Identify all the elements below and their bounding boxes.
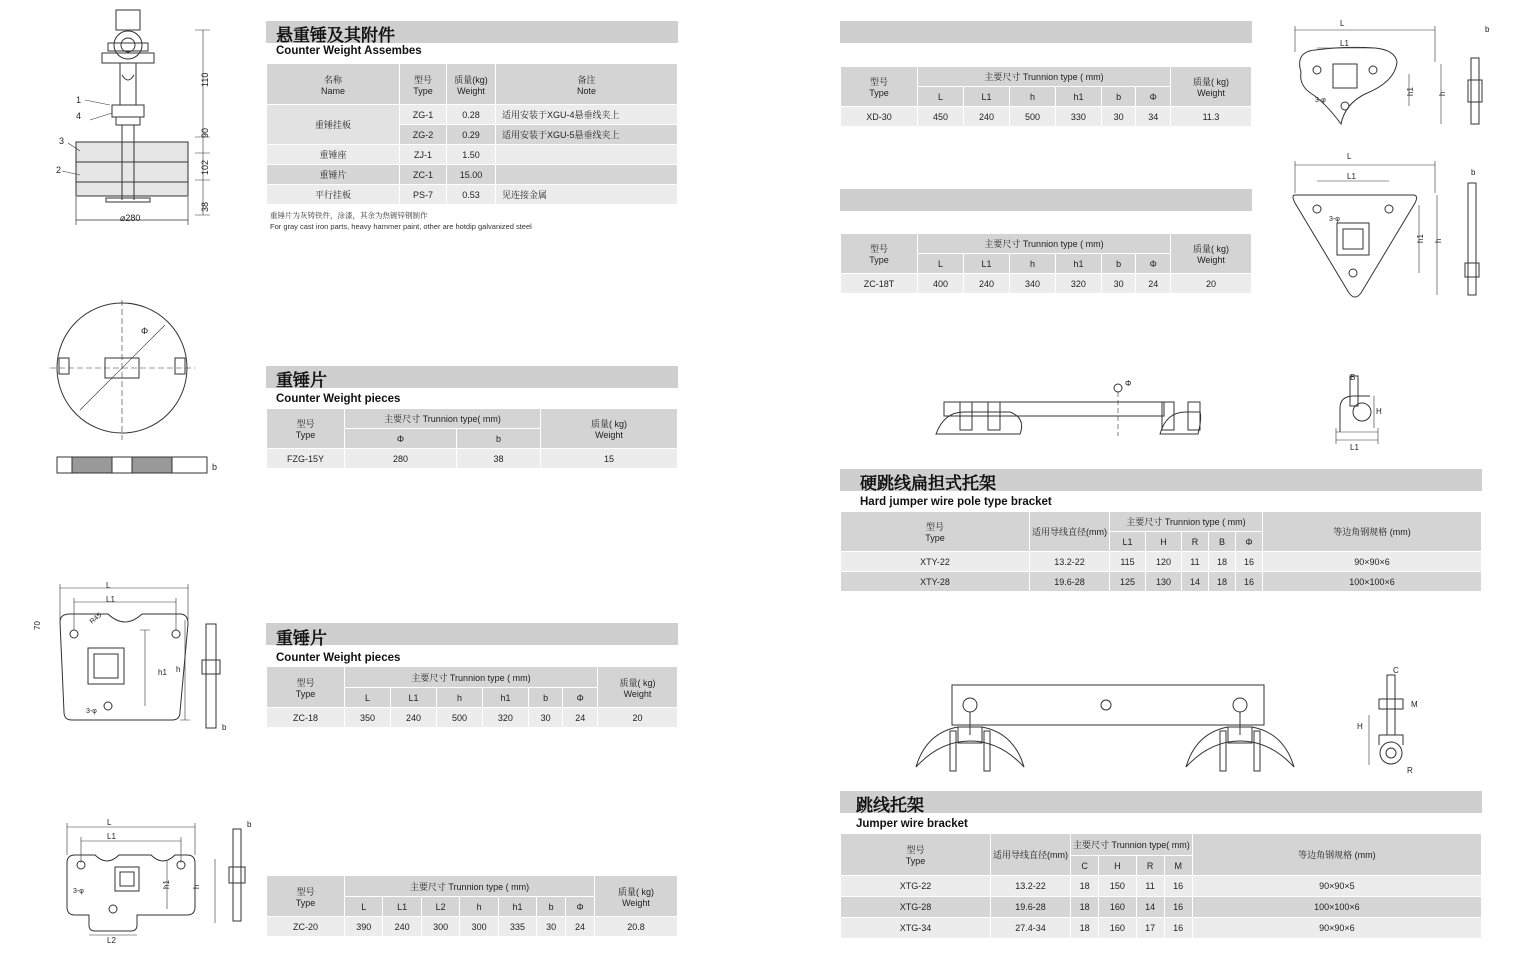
round-weight-piece-drawing	[50, 300, 230, 480]
table-cell-value: 16	[1235, 572, 1262, 592]
hdr-dims: 主要尺寸 Trunnion type ( mm)	[345, 876, 595, 897]
hdr-weight-en: Weight	[457, 85, 485, 96]
table-cell-note	[496, 145, 678, 165]
hdr-col: B	[1208, 532, 1235, 552]
dim-h: h	[192, 884, 201, 889]
jumper-bracket-table	[840, 833, 1482, 939]
table-cell-value: 240	[383, 917, 421, 937]
section-title-cn: 重锤片	[276, 629, 327, 649]
dim-B: B	[1350, 373, 1356, 382]
section-title-cn: 跳线托架	[856, 796, 924, 816]
table-cell-weight: 20.8	[595, 917, 678, 937]
hdr-col: L	[345, 688, 391, 708]
dim-H: H	[1376, 407, 1382, 416]
hdr-col: Φ	[345, 429, 457, 449]
table-cell-value: 330	[1055, 107, 1101, 127]
table-cell-value: 16	[1164, 876, 1192, 897]
table-cell-note: 见连接金属	[496, 185, 678, 205]
hdr-col: h	[1009, 254, 1055, 274]
hdr-type-cn: 型号	[296, 677, 315, 688]
table-cell-note: 适用安装于XGU-4悬垂线夹上	[496, 105, 678, 125]
dim-h: h	[176, 665, 181, 674]
dim-b: b	[247, 820, 252, 829]
hdr-col: L1	[1110, 532, 1146, 552]
dim-L1: L1	[1340, 39, 1349, 48]
counterweight-assembly-drawing	[40, 5, 240, 230]
table-cell-value: 340	[1009, 274, 1055, 294]
table-cell-value: 160	[1099, 897, 1136, 918]
table-cell-angle: 100×100×6	[1192, 897, 1481, 918]
hdr-col: Φ	[1235, 532, 1262, 552]
hdr-col: L2	[421, 897, 459, 917]
table-cell-value: 18	[1208, 552, 1235, 572]
table-cell-type: ZC-20	[267, 917, 345, 937]
table-cell-value: 24	[1136, 274, 1171, 294]
table-cell-value: 24	[566, 917, 595, 937]
table-cell-type: XTY-28	[841, 572, 1030, 592]
hdr-diameter: 适用导线直径(mm)	[1030, 512, 1110, 552]
section-header-bar	[840, 189, 1252, 211]
hdr-col: L1	[383, 897, 421, 917]
hard-jumper-table	[840, 511, 1482, 592]
hdr-col: R	[1181, 532, 1208, 552]
hdr-col: L1	[390, 688, 436, 708]
hdr-weight-en: Weight	[1197, 255, 1225, 265]
table-cell-value: 17	[1136, 918, 1164, 939]
hdr-type-en: Type	[869, 255, 889, 265]
table-cell-value: 500	[1009, 107, 1055, 127]
hdr-col: Φ	[1136, 254, 1171, 274]
hdr-note-en: Note	[576, 85, 596, 96]
section-title-cn: 悬重锤及其附件	[276, 26, 395, 46]
dim-L: L	[106, 581, 111, 590]
hdr-col: L1	[963, 254, 1009, 274]
table-cell-value: 300	[460, 917, 498, 937]
table-cell-value: 390	[345, 917, 383, 937]
dim-h1: h1	[162, 880, 171, 889]
callout-3: 3	[59, 136, 65, 146]
hdr-weight-cn: 质量( kg)	[1192, 77, 1229, 87]
hdr-col: h1	[498, 897, 536, 917]
table-cell-value: 30	[1101, 274, 1135, 294]
hdr-weight-cn: 质量( kg)	[1192, 244, 1229, 254]
table-cell-diameter: 13.2-22	[991, 876, 1071, 897]
xd30-table	[840, 66, 1252, 127]
table-cell-type: XTG-34	[841, 918, 991, 939]
dim-M: M	[1411, 700, 1418, 709]
weight-piece-fzg-table	[266, 408, 678, 469]
hdr-type-en: Type	[869, 88, 889, 98]
table-cell-value: 11	[1136, 876, 1164, 897]
table-cell-weight: 1.50	[447, 145, 496, 165]
dim-R: R	[1407, 766, 1413, 775]
table-cell-value: 18	[1208, 572, 1235, 592]
hdr-type-cn: 型号	[869, 244, 888, 254]
hdr-weight-cn: 质量( kg)	[617, 886, 654, 897]
zc20-table	[266, 875, 678, 937]
dim-L2: L2	[107, 936, 116, 945]
hdr-type-en: Type	[413, 85, 433, 96]
zc20-plate-drawing	[55, 815, 265, 945]
hdr-dims: 主要尺寸 Trunnion type ( mm)	[1110, 512, 1263, 532]
table-cell-weight: 11.3	[1171, 107, 1252, 127]
table-cell-name: 平行挂板	[267, 185, 400, 205]
table-cell-value: 240	[963, 107, 1009, 127]
hdr-type-en: Type	[295, 897, 316, 908]
hdr-col: Φ	[566, 897, 595, 917]
hdr-type-cn: 型号	[906, 845, 925, 855]
hdr-col: L	[345, 897, 383, 917]
table-cell-value: 16	[1164, 918, 1192, 939]
hdr-type-en: Type	[925, 533, 945, 543]
table-cell-value: 240	[963, 274, 1009, 294]
hdr-weight-en: Weight	[1197, 88, 1225, 98]
dim-diameter: ⌀280	[120, 213, 141, 223]
hdr-col: L	[918, 87, 964, 107]
table-cell-weight: 0.29	[447, 125, 496, 145]
hdr-angle: 等边角钢规格 (mm)	[1263, 512, 1482, 552]
hdr-name-en: Name	[320, 85, 345, 96]
hdr-col: R	[1136, 856, 1164, 876]
hdr-col: H	[1145, 532, 1181, 552]
counterweight-assembly-table	[266, 63, 678, 205]
dim-holes: 3-φ	[1329, 216, 1340, 223]
table-cell-value: 400	[918, 274, 964, 294]
hdr-col: Φ	[563, 688, 598, 708]
hdr-angle: 等边角钢规格 (mm)	[1192, 834, 1481, 876]
section-header-bar	[266, 366, 678, 388]
hdr-weight-en: Weight	[622, 897, 650, 908]
hdr-weight-cn: 质量(kg)	[454, 74, 488, 85]
table-cell-angle: 90×90×6	[1263, 552, 1482, 572]
table-cell-value: 120	[1145, 552, 1181, 572]
dim-h1: h1	[1416, 234, 1425, 243]
section-title-en: Counter Weight Assembes	[276, 45, 422, 57]
zc18t-table	[840, 233, 1252, 294]
section-header-bar	[840, 791, 1482, 813]
section-header-bar	[840, 21, 1252, 43]
table-cell-type: ZC-18T	[841, 274, 918, 294]
table-cell-value: 280	[345, 449, 457, 469]
hdr-col: L	[918, 254, 964, 274]
table-cell-weight: 15	[541, 449, 678, 469]
hdr-col: M	[1164, 856, 1192, 876]
table-cell-value: 30	[537, 917, 566, 937]
table-cell-value: 320	[1055, 274, 1101, 294]
table-cell-value: 30	[528, 708, 562, 728]
dim-b: b	[1485, 25, 1490, 34]
hdr-name-cn: 名称	[323, 74, 342, 85]
table-cell-value: 18	[1071, 918, 1099, 939]
hdr-col: b	[1101, 87, 1135, 107]
dim-h: h	[1438, 91, 1447, 96]
jumper-bracket-side-drawing	[1355, 665, 1435, 780]
dim-L1: L1	[1347, 172, 1356, 181]
weight-piece-zc18-table	[266, 666, 678, 728]
hard-jumper-bracket-side-drawing	[1330, 370, 1400, 455]
table-cell-type: XTG-28	[841, 897, 991, 918]
hdr-type-en: Type	[295, 688, 316, 699]
table-cell-weight: 0.28	[447, 105, 496, 125]
table-cell-value: 18	[1071, 876, 1099, 897]
table-cell-value: 14	[1181, 572, 1208, 592]
callout-4: 4	[76, 111, 82, 121]
zc18t-plate-drawing	[1285, 145, 1505, 305]
dim-b: b	[222, 723, 227, 732]
table-cell-weight: 15.00	[447, 165, 496, 185]
table-cell-diameter: 27.4-34	[991, 918, 1071, 939]
hdr-col: b	[1101, 254, 1135, 274]
hdr-dims: 主要尺寸 Trunnion type ( mm)	[918, 234, 1171, 254]
table-cell-value: 450	[918, 107, 964, 127]
dim-phi: Φ	[1125, 379, 1132, 388]
dim-phi: Φ	[141, 326, 149, 336]
dim-holes: 3-φ	[86, 708, 97, 715]
hard-jumper-bracket-drawing	[930, 372, 1230, 452]
table-cell-value: 115	[1110, 552, 1146, 572]
table-cell-value: 30	[1101, 107, 1135, 127]
table-cell-type: XTY-22	[841, 552, 1030, 572]
table-cell-type: ZC-1	[400, 165, 447, 185]
zc18-plate-drawing	[30, 580, 240, 740]
hdr-col: b	[537, 897, 566, 917]
hdr-note-cn: 备注	[577, 74, 596, 85]
table-cell-value: 130	[1145, 572, 1181, 592]
table-cell-value: 18	[1071, 897, 1099, 918]
hdr-weight-cn: 质量( kg)	[619, 677, 656, 688]
xd30-plate-drawing	[1285, 12, 1505, 132]
table-cell-diameter: 13.2-22	[1030, 552, 1110, 572]
dim-h1: h1	[1406, 87, 1415, 96]
table-cell-value: 160	[1099, 918, 1136, 939]
table-cell-type: ZJ-1	[400, 145, 447, 165]
hdr-dims: 主要尺寸 Trunnion type ( mm)	[345, 667, 598, 688]
hdr-type-en: Type	[905, 856, 926, 866]
table-cell-name: 重锤片	[267, 165, 400, 185]
table-cell-note: 适用安装于XGU-5悬垂线夹上	[496, 125, 678, 145]
dim-70: 70	[33, 621, 42, 630]
dim-b: b	[212, 462, 218, 472]
hdr-type-en: Type	[295, 430, 316, 440]
hdr-type-cn: 型号	[925, 522, 944, 532]
section-title-en: Counter Weight pieces	[276, 652, 401, 664]
jumper-bracket-drawing	[910, 675, 1310, 775]
hdr-col: h	[460, 897, 498, 917]
section-title-cn: 重锤片	[276, 371, 327, 391]
table-cell-value: 500	[436, 708, 482, 728]
hdr-dims: 主要尺寸 Trunnion type( mm)	[1071, 834, 1193, 856]
table-cell-value: 11	[1181, 552, 1208, 572]
dim-L: L	[1340, 19, 1345, 28]
table-cell-value: 16	[1235, 552, 1262, 572]
hdr-col: L1	[963, 87, 1009, 107]
hdr-diameter: 适用导线直径(mm)	[991, 834, 1071, 876]
table-cell-value: 34	[1136, 107, 1171, 127]
table-cell-angle: 90×90×5	[1192, 876, 1481, 897]
hdr-type-cn: 型号	[296, 886, 315, 897]
hdr-col: h1	[1055, 87, 1101, 107]
table-cell-name: 重锤座	[267, 145, 400, 165]
dim-L1: L1	[1350, 443, 1359, 452]
table-cell-weight: 0.53	[447, 185, 496, 205]
table-cell-name: 重锤挂板	[267, 105, 400, 145]
table-cell-type: ZG-1	[400, 105, 447, 125]
hdr-col: C	[1071, 856, 1099, 876]
table-cell-diameter: 19.6-28	[991, 897, 1071, 918]
hdr-col: H	[1099, 856, 1136, 876]
hdr-col: h1	[1055, 254, 1101, 274]
table-cell-value: 240	[390, 708, 436, 728]
table-cell-value: 38	[457, 449, 541, 469]
table-cell-value: 320	[482, 708, 528, 728]
dim-90: 90	[200, 127, 210, 138]
dim-C: C	[1393, 666, 1399, 675]
table-cell-value: 125	[1110, 572, 1146, 592]
dim-H: H	[1357, 722, 1363, 731]
dim-102: 102	[200, 159, 210, 175]
hdr-type-cn: 型号	[296, 419, 315, 429]
hdr-col: h	[1009, 87, 1055, 107]
dim-L: L	[107, 818, 112, 827]
section-title-en: Counter Weight pieces	[276, 393, 401, 405]
table-cell-weight: 20	[1171, 274, 1252, 294]
table-cell-value: 335	[498, 917, 536, 937]
dim-b: b	[1471, 168, 1476, 177]
table-cell-value: 300	[421, 917, 459, 937]
dim-38: 38	[200, 201, 210, 212]
hdr-weight-cn: 质量( kg)	[590, 419, 627, 429]
table-cell-type: XD-30	[841, 107, 918, 127]
hdr-col: b	[457, 429, 541, 449]
table-cell-value: 350	[345, 708, 391, 728]
table-cell-type: PS-7	[400, 185, 447, 205]
table-cell-value: 14	[1136, 897, 1164, 918]
hdr-col: h1	[482, 688, 528, 708]
footnote-cn: 重锤片为灰铸铁件，涂漆，其余为热镀锌钢制作	[270, 211, 428, 220]
hdr-type-cn: 型号	[413, 74, 432, 85]
table-cell-value: 150	[1099, 876, 1136, 897]
hdr-col: b	[528, 688, 562, 708]
hdr-type-cn: 型号	[869, 77, 888, 87]
table-cell-value: 16	[1164, 897, 1192, 918]
hdr-col: h	[436, 688, 482, 708]
table-cell-angle: 100×100×6	[1263, 572, 1482, 592]
hdr-weight-en: Weight	[623, 688, 652, 699]
table-cell-type: XTG-22	[841, 876, 991, 897]
section-title-en: Hard jumper wire pole type bracket	[860, 496, 1052, 508]
hdr-dims: 主要尺寸 Trunnion type( mm)	[345, 409, 541, 429]
dim-110: 110	[200, 72, 210, 87]
dim-h: h	[1434, 238, 1443, 243]
callout-1: 1	[76, 95, 82, 105]
table-cell-angle: 90×90×6	[1192, 918, 1481, 939]
dim-L1: L1	[106, 595, 115, 604]
table-cell-type: ZG-2	[400, 125, 447, 145]
table-cell-type: FZG-15Y	[267, 449, 345, 469]
callout-2: 2	[56, 165, 62, 175]
hdr-col: Φ	[1136, 87, 1171, 107]
table-cell-diameter: 19.6-28	[1030, 572, 1110, 592]
table-cell-note	[496, 165, 678, 185]
footnote-en: For gray cast iron parts, heavy hammer paint, other are hotdip galvanized steel	[270, 222, 532, 231]
hdr-weight-en: Weight	[595, 430, 623, 440]
table-cell-weight: 20	[598, 708, 678, 728]
section-title-cn: 硬跳线扁担式托架	[860, 474, 996, 494]
dim-L1: L1	[107, 832, 116, 841]
section-header-bar	[266, 623, 678, 645]
table-cell-type: ZC-18	[267, 708, 345, 728]
dim-h1: h1	[158, 668, 167, 677]
table-cell-value: 24	[563, 708, 598, 728]
section-title-en: Jumper wire bracket	[856, 818, 968, 830]
dim-holes: 3-φ	[1315, 97, 1326, 104]
dim-holes: 3-φ	[73, 888, 84, 895]
dim-L: L	[1347, 152, 1352, 161]
dim-radius: R45	[88, 611, 104, 626]
hdr-dims: 主要尺寸 Trunnion type ( mm)	[918, 67, 1171, 87]
